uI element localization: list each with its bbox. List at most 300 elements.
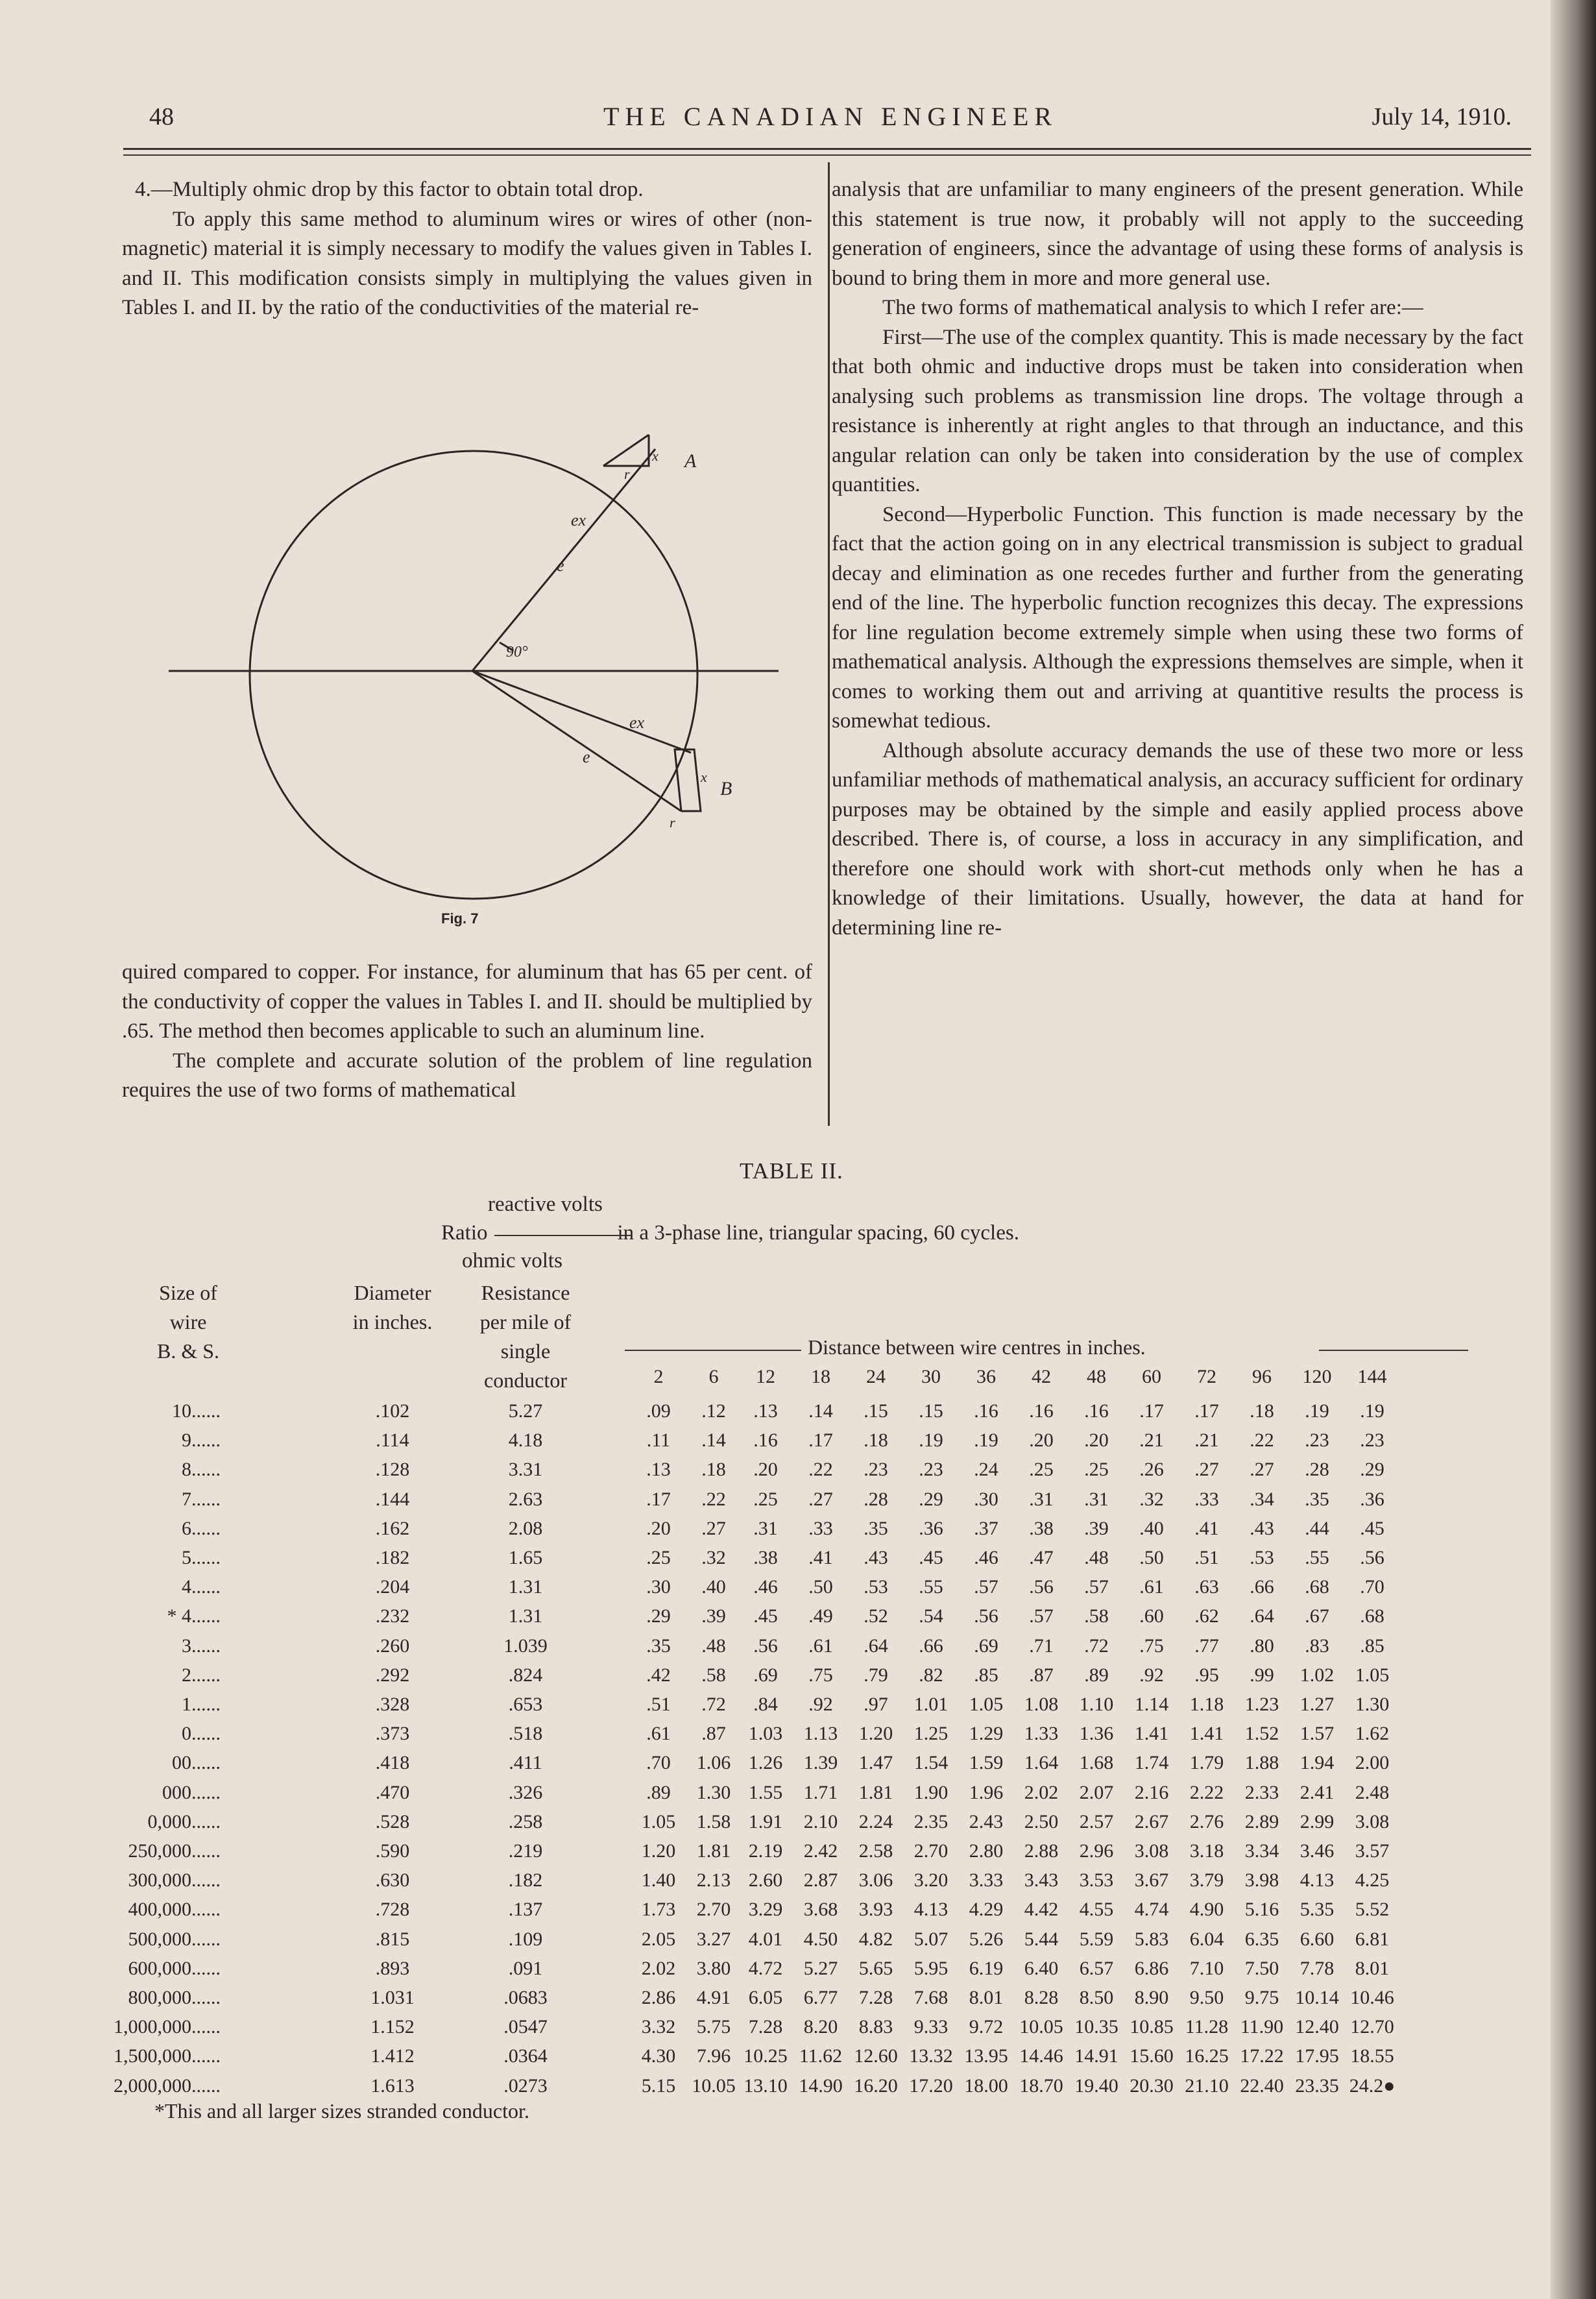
ratio-cell: .26 [1139, 1459, 1164, 1481]
ratio-cell: 5.35 [1300, 1899, 1335, 1921]
ratio-cell: .18 [864, 1429, 888, 1452]
resistance-cell: .0547 [503, 2016, 548, 2038]
paragraph: analysis that are unfamiliar to many engineers of the present generation. While this statement is true now, it probably will not apply to the succeeding generation of engineers, since the advantage of using these forms of analysis is bound to bring them in more and more general use. [832, 178, 1523, 290]
ratio-cell: .22 [808, 1459, 833, 1481]
ratio-cell: .23 [1360, 1429, 1384, 1452]
table-row [0, 1547, 1596, 1576]
ratio-cell: .56 [753, 1635, 778, 1657]
ratio-cell: .30 [974, 1488, 998, 1510]
distance-column-head: 72 [1197, 1366, 1216, 1387]
ratio-cell: 2.05 [641, 1928, 676, 1950]
ratio-cell: 19.40 [1074, 2074, 1118, 2097]
table-row [0, 1928, 1596, 1958]
table-row [0, 1459, 1596, 1488]
ratio-cell: .53 [1250, 1547, 1274, 1568]
ratio-cell: 2.89 [1244, 1810, 1279, 1832]
ratio-cell: .52 [864, 1605, 888, 1627]
caption-ratio-line [441, 1221, 1019, 1245]
ratio-cell: 13.95 [964, 2045, 1008, 2067]
ratio-cell: 1.05 [969, 1694, 1004, 1715]
resistance-cell: .653 [508, 1694, 543, 1715]
ratio-cell: 2.35 [913, 1810, 949, 1832]
ratio-cell: .97 [864, 1694, 888, 1715]
ratio-cell: 1.05 [641, 1810, 676, 1832]
ratio-cell: .87 [1029, 1664, 1054, 1686]
resistance-cell: .518 [508, 1723, 543, 1745]
diameter-cell: .470 [375, 1781, 410, 1803]
ratio-cell: 3.20 [913, 1869, 949, 1892]
ratio-cell: 2.99 [1300, 1810, 1335, 1832]
ratio-cell: 2.13 [696, 1869, 731, 1892]
ratio-cell: .16 [1029, 1400, 1054, 1422]
ratio-cell: 6.60 [1300, 1928, 1335, 1950]
ratio-cell: 2.88 [1024, 1840, 1059, 1862]
ratio-cell: .92 [1139, 1664, 1164, 1686]
ratio-cell: .35 [646, 1635, 671, 1657]
wire-size-cell: 5...... [182, 1547, 221, 1568]
ratio-cell: .19 [974, 1429, 998, 1452]
ratio-cell: .39 [1084, 1517, 1109, 1539]
wire-size-cell: 7...... [182, 1488, 221, 1510]
distance-column-head: 144 [1357, 1366, 1387, 1387]
ratio-cell: 6.05 [748, 1987, 783, 2008]
ratio-cell: 4.74 [1134, 1899, 1169, 1921]
ratio-cell: 5.75 [696, 2016, 731, 2038]
distance-column-head: 120 [1302, 1366, 1332, 1387]
ratio-cell: 2.41 [1300, 1781, 1335, 1803]
ratio-cell: .17 [1194, 1400, 1219, 1422]
resistance-cell: .182 [508, 1869, 543, 1892]
diameter-cell: .815 [375, 1928, 410, 1950]
ratio-cell: .22 [1250, 1429, 1274, 1452]
ratio-cell: 5.27 [803, 1957, 838, 1979]
ratio-cell: .48 [1084, 1547, 1109, 1568]
running-header [123, 97, 1538, 136]
ratio-cell: .38 [753, 1547, 778, 1568]
resistance-cell: 2.08 [508, 1517, 543, 1539]
ratio-cell: 4.55 [1079, 1899, 1114, 1921]
ratio-cell: 7.28 [748, 2016, 783, 2038]
circle [250, 451, 697, 899]
ratio-cell: .66 [919, 1635, 943, 1657]
ratio-cell: 9.50 [1189, 1987, 1224, 2008]
column-head-resistance: Resistance per mile of single conductor [479, 1281, 572, 1392]
ratio-cell: .36 [919, 1517, 943, 1539]
resistance-cell: .0364 [503, 2045, 548, 2067]
paragraph: quired compared to copper. For instance, for aluminum that has 65 per cent. of the conductivity of copper the values in Tables I. and II. should be multiplied by .65. The method then becomes applicable to such an aluminum line. [122, 960, 812, 1043]
ratio-cell: .46 [753, 1576, 778, 1598]
ratio-cell: .64 [864, 1635, 888, 1657]
ratio-cell: .30 [646, 1576, 671, 1598]
ratio-cell: 9.72 [969, 2016, 1004, 2038]
ratio-cell: 1.41 [1189, 1723, 1224, 1745]
ratio-cell: .13 [646, 1459, 671, 1481]
ratio-cell: 9.75 [1244, 1987, 1279, 2008]
ratio-cell: 4.42 [1024, 1899, 1059, 1921]
table-row [0, 1518, 1596, 1547]
distance-column-head: 96 [1252, 1366, 1272, 1387]
ratio-cell: 1.91 [748, 1810, 783, 1832]
ratio-cell: 17.20 [909, 2074, 953, 2097]
ratio-cell: .36 [1360, 1488, 1384, 1510]
ratio-cell: .50 [808, 1576, 833, 1598]
resistance-cell: 4.18 [508, 1429, 543, 1452]
ratio-cell: 6.40 [1024, 1957, 1059, 1979]
header-rule [123, 148, 1531, 150]
ratio-cell: .23 [864, 1459, 888, 1481]
wire-size-cell: 250,000...... [128, 1840, 221, 1862]
ratio-cell: .61 [808, 1635, 833, 1657]
vector-e-bottom [472, 671, 681, 811]
wire-size-cell: 0,000...... [147, 1810, 221, 1832]
ratio-cell: 7.68 [913, 1987, 949, 2008]
table-row [0, 1429, 1596, 1459]
ratio-cell: .44 [1305, 1517, 1329, 1539]
ratio-cell: 8.01 [1355, 1957, 1390, 1979]
ratio-cell: .14 [808, 1400, 833, 1422]
right-column [832, 175, 1523, 943]
distance-column-head: 18 [811, 1366, 830, 1387]
ratio-cell: 1.01 [913, 1694, 949, 1715]
wire-size-cell: * 4...... [167, 1605, 221, 1627]
ratio-cell: .87 [701, 1723, 726, 1745]
diameter-cell: .292 [375, 1664, 410, 1686]
ratio-cell: 4.82 [858, 1928, 893, 1950]
ratio-cell: 3.08 [1134, 1840, 1169, 1862]
ratio-cell: .75 [1139, 1635, 1164, 1657]
ratio-cell: .55 [1305, 1547, 1329, 1568]
diameter-cell: .260 [375, 1635, 410, 1657]
ratio-cell: .58 [1084, 1605, 1109, 1627]
table-row [0, 1869, 1596, 1899]
ratio-cell: 3.53 [1079, 1869, 1114, 1892]
ratio-cell: .17 [808, 1429, 833, 1452]
wire-size-cell: 2...... [182, 1664, 221, 1686]
diameter-cell: .590 [375, 1840, 410, 1862]
ratio-cell: .72 [701, 1694, 726, 1715]
ratio-cell: 18.55 [1350, 2045, 1394, 2067]
ratio-cell: 12.70 [1350, 2016, 1394, 2038]
ratio-cell: 2.50 [1024, 1810, 1059, 1832]
ratio-cell: 3.68 [803, 1899, 838, 1921]
caption-denominator: ohmic volts [462, 1249, 562, 1272]
ratio-cell: 1.10 [1079, 1694, 1114, 1715]
triangle-b [675, 749, 701, 811]
ratio-cell: 3.29 [748, 1899, 783, 1921]
wire-size-cell: 000...... [162, 1781, 221, 1803]
ratio-cell: .41 [808, 1547, 833, 1568]
ratio-cell: 2.07 [1079, 1781, 1114, 1803]
ratio-cell: .66 [1250, 1576, 1274, 1598]
ratio-cell: 12.40 [1295, 2016, 1339, 2038]
ratio-cell: .63 [1194, 1576, 1219, 1598]
ratio-cell: .58 [701, 1664, 726, 1686]
ratio-cell: 11.62 [799, 2045, 843, 2067]
paragraph: Second—Hyperbolic Function. This function is made necessary by the fact that the action going on in any electrical transmission is subject to gradual decay and elimination as one recedes further and further from the generating end of the line. The hyperbolic function recognizes this decay. The expressions for line regulation become extremely simple when using these two forms of mathematical analysis. Although the expressions themselves are simple, when it comes to working them out and arriving at quantitive results the process is somewhat tedious. [832, 502, 1523, 733]
diameter-cell: .232 [375, 1605, 410, 1627]
ratio-cell: 4.72 [748, 1957, 783, 1979]
ratio-cell: 4.13 [913, 1899, 949, 1921]
ratio-cell: 3.43 [1024, 1869, 1059, 1892]
left-column-bottom [122, 958, 812, 1106]
distance-column-head: 42 [1032, 1366, 1051, 1387]
table-row [0, 1899, 1596, 1928]
ratio-cell: 5.16 [1244, 1899, 1279, 1921]
ratio-cell: 2.96 [1079, 1840, 1114, 1862]
label-x-top: x [652, 448, 659, 464]
ratio-cell: .50 [1139, 1547, 1164, 1568]
ratio-cell: 3.18 [1189, 1840, 1224, 1862]
ratio-cell: 3.32 [641, 2016, 676, 2038]
distance-header [625, 1335, 1501, 1361]
ratio-cell: 5.95 [913, 1957, 949, 1979]
ratio-cell: .68 [1360, 1605, 1384, 1627]
distance-column-head: 30 [921, 1366, 941, 1387]
resistance-cell: 1.31 [508, 1605, 543, 1627]
resistance-cell: .137 [508, 1899, 543, 1921]
vector-ex-bottom [472, 671, 691, 753]
ratio-cell: .45 [753, 1605, 778, 1627]
ratio-cell: 3.79 [1189, 1869, 1224, 1892]
resistance-cell: .0273 [503, 2074, 548, 2097]
resistance-cell: .824 [508, 1664, 543, 1686]
diameter-cell: .128 [375, 1459, 410, 1481]
ratio-cell: 2.43 [969, 1810, 1004, 1832]
ratio-cell: 1.23 [1244, 1694, 1279, 1715]
ratio-cell: 3.80 [696, 1957, 731, 1979]
ratio-cell: .40 [701, 1576, 726, 1598]
ratio-cell: .79 [864, 1664, 888, 1686]
ratio-cell: .20 [1029, 1429, 1054, 1452]
table-row [0, 2016, 1596, 2045]
table-row [0, 1958, 1596, 1987]
ratio-cell: 1.68 [1079, 1752, 1114, 1774]
ratio-cell: .31 [1029, 1488, 1054, 1510]
resistance-cell: 1.31 [508, 1576, 543, 1598]
ratio-cell: .99 [1250, 1664, 1274, 1686]
table-row [0, 1664, 1596, 1694]
ratio-cell: .25 [1029, 1459, 1054, 1481]
ratio-cell: 1.18 [1189, 1694, 1224, 1715]
caption-fraction-bar [494, 1235, 631, 1236]
ratio-cell: .53 [864, 1576, 888, 1598]
ratio-cell: 3.93 [858, 1899, 893, 1921]
caption-rest: in a 3-phase line, triangular spacing, 60 cycles. [617, 1221, 1019, 1245]
resistance-cell: 1.65 [508, 1547, 543, 1568]
ratio-cell: 1.41 [1134, 1723, 1169, 1745]
ratio-cell: .62 [1194, 1605, 1219, 1627]
ratio-cell: 1.58 [696, 1810, 731, 1832]
ratio-cell: 2.87 [803, 1869, 838, 1892]
wire-size-cell: 00...... [172, 1752, 221, 1774]
ratio-cell: .42 [646, 1664, 671, 1686]
ratio-cell: .20 [1084, 1429, 1109, 1452]
ratio-cell: .21 [1194, 1429, 1219, 1452]
label-ex-top: ex [571, 511, 586, 529]
ratio-cell: 1.20 [858, 1723, 893, 1745]
diameter-cell: .144 [375, 1488, 410, 1510]
ratio-cell: 11.90 [1240, 2016, 1284, 2038]
ratio-cell: .18 [701, 1459, 726, 1481]
ratio-cell: 1.74 [1134, 1752, 1169, 1774]
ratio-cell: .51 [646, 1694, 671, 1715]
ratio-cell: 2.19 [748, 1840, 783, 1862]
ratio-cell: .38 [1029, 1517, 1054, 1539]
paragraph: Although absolute accuracy demands the use of these two more or less unfamiliar methods of mathematical analysis, an accuracy sufficient for ordinary purposes may be obtained by the simple and easily applied process above described. There is, of course, a loss in accuracy in any simplification, and therefore one should work with short-cut methods only when he has a knowledge of their limitations. Usually, however, the data at hand for determining line re- [832, 738, 1523, 940]
ratio-cell: .72 [1084, 1635, 1109, 1657]
ratio-cell: 10.35 [1074, 2016, 1118, 2038]
ratio-cell: 10.05 [692, 2074, 736, 2097]
diameter-cell: 1.412 [370, 2045, 415, 2067]
label-e-top: e [557, 556, 564, 575]
ratio-cell: .69 [974, 1635, 998, 1657]
table-row [0, 1987, 1596, 2016]
resistance-cell: 1.039 [503, 1635, 548, 1657]
ratio-cell: 14.90 [799, 2074, 843, 2097]
ratio-cell: 1.39 [803, 1752, 838, 1774]
ratio-cell: .24 [974, 1459, 998, 1481]
table-row [0, 1840, 1596, 1869]
ratio-cell: .71 [1029, 1635, 1054, 1657]
ratio-cell: .40 [1139, 1517, 1164, 1539]
distance-column-head: 12 [756, 1366, 775, 1387]
resistance-cell: .0683 [503, 1987, 548, 2008]
wire-size-cell: 0...... [182, 1723, 221, 1745]
ratio-cell: .64 [1250, 1605, 1274, 1627]
ratio-cell: .48 [701, 1635, 726, 1657]
ratio-cell: .32 [701, 1547, 726, 1568]
ratio-cell: .46 [974, 1547, 998, 1568]
ratio-cell: .27 [1194, 1459, 1219, 1481]
ratio-cell: 1.13 [803, 1723, 838, 1745]
ratio-cell: 2.42 [803, 1840, 838, 1862]
ratio-cell: 18.70 [1019, 2074, 1063, 2097]
ratio-cell: 13.32 [909, 2045, 953, 2067]
column-head-size: Size of wire B. & S. [156, 1281, 220, 1363]
ratio-cell: .89 [1084, 1664, 1109, 1686]
ratio-cell: 1.30 [696, 1781, 731, 1803]
ratio-cell: 2.22 [1189, 1781, 1224, 1803]
ratio-cell: 3.57 [1355, 1840, 1390, 1862]
left-column-top [122, 175, 812, 323]
ratio-cell: .16 [974, 1400, 998, 1422]
ratio-cell: 6.35 [1244, 1928, 1279, 1950]
distance-label: Distance between wire centres in inches. [808, 1335, 1146, 1359]
diameter-cell: .182 [375, 1547, 410, 1568]
ratio-cell: 10.46 [1350, 1987, 1394, 2008]
ratio-cell: .32 [1139, 1488, 1164, 1510]
label-r-bottom: r [670, 814, 675, 831]
ratio-cell: 4.91 [696, 1987, 731, 2008]
table-row [0, 1811, 1596, 1840]
wire-size-cell: 400,000...... [128, 1899, 221, 1921]
ratio-cell: 1.52 [1244, 1723, 1279, 1745]
ratio-cell: 1.03 [748, 1723, 783, 1745]
diameter-cell: .328 [375, 1694, 410, 1715]
ratio-cell: 9.33 [913, 2016, 949, 2038]
resistance-cell: 5.27 [508, 1400, 543, 1422]
label-r-top: r [624, 466, 630, 482]
ratio-cell: .43 [864, 1547, 888, 1568]
ratio-cell: 1.64 [1024, 1752, 1059, 1774]
ratio-cell: 11.28 [1185, 2016, 1229, 2038]
ratio-cell: 3.67 [1134, 1869, 1169, 1892]
ratio-cell: .22 [701, 1488, 726, 1510]
ratio-cell: 10.14 [1295, 1987, 1339, 2008]
caption-numerator: reactive volts [488, 1193, 603, 1216]
ratio-cell: .15 [864, 1400, 888, 1422]
ratio-cell: .19 [919, 1429, 943, 1452]
table-row [0, 1723, 1596, 1752]
page-number: 48 [149, 103, 174, 130]
ratio-cell: 4.90 [1189, 1899, 1224, 1921]
ratio-cell: 2.24 [858, 1810, 893, 1832]
ratio-cell: 16.20 [854, 2074, 898, 2097]
ratio-cell: .45 [919, 1547, 943, 1568]
ratio-cell: .27 [701, 1517, 726, 1539]
resistance-cell: .411 [509, 1752, 542, 1774]
ratio-cell: 5.65 [858, 1957, 893, 1979]
ratio-cell: .11 [646, 1429, 671, 1452]
ratio-cell: 3.27 [696, 1928, 731, 1950]
diameter-cell: .114 [376, 1429, 409, 1452]
ratio-cell: .61 [1139, 1576, 1164, 1598]
ratio-cell: 3.46 [1300, 1840, 1335, 1862]
ratio-cell: 8.28 [1024, 1987, 1059, 2008]
ratio-cell: 1.88 [1244, 1752, 1279, 1774]
ratio-cell: .14 [701, 1429, 726, 1452]
ratio-cell: .55 [919, 1576, 943, 1598]
ratio-cell: .70 [1360, 1576, 1384, 1598]
ratio-cell: 14.91 [1074, 2045, 1118, 2067]
ratio-cell: 1.40 [641, 1869, 676, 1892]
diameter-cell: .893 [375, 1957, 410, 1979]
ratio-cell: 4.30 [641, 2045, 676, 2067]
wire-size-cell: 9...... [182, 1429, 221, 1452]
ratio-cell: 10.05 [1019, 2016, 1063, 2038]
ratio-cell: .41 [1194, 1517, 1219, 1539]
ratio-cell: 2.57 [1079, 1810, 1114, 1832]
ratio-cell: 3.98 [1244, 1869, 1279, 1892]
table-row [0, 1782, 1596, 1811]
ratio-cell: .56 [1029, 1576, 1054, 1598]
ratio-cell: 2.76 [1189, 1810, 1224, 1832]
ratio-cell: 5.83 [1134, 1928, 1169, 1950]
ratio-cell: 5.44 [1024, 1928, 1059, 1950]
ratio-cell: 1.27 [1300, 1694, 1335, 1715]
ratio-cell: 13.10 [744, 2074, 788, 2097]
ratio-cell: 1.79 [1189, 1752, 1224, 1774]
ratio-cell: 4.25 [1355, 1869, 1390, 1892]
ratio-cell: 12.60 [854, 2045, 898, 2067]
ratio-cell: .09 [646, 1400, 671, 1422]
ratio-cell: .56 [974, 1605, 998, 1627]
wire-size-cell: 8...... [182, 1459, 221, 1481]
ratio-cell: 2.48 [1355, 1781, 1390, 1803]
ratio-cell: 2.70 [913, 1840, 949, 1862]
ratio-cell: 2.02 [641, 1957, 676, 1979]
ratio-cell: 21.10 [1185, 2074, 1229, 2097]
diameter-cell: .630 [375, 1869, 410, 1892]
ratio-cell: 6.81 [1355, 1928, 1390, 1950]
ratio-cell: .43 [1250, 1517, 1274, 1539]
ratio-cell: 2.00 [1355, 1752, 1390, 1774]
ratio-cell: 17.95 [1295, 2045, 1339, 2067]
ratio-cell: .69 [753, 1664, 778, 1686]
ratio-cell: 1.94 [1300, 1752, 1335, 1774]
table-footnote: *This and all larger sizes stranded conductor. [154, 2099, 529, 2123]
ratio-cell: 20.30 [1130, 2074, 1174, 2097]
